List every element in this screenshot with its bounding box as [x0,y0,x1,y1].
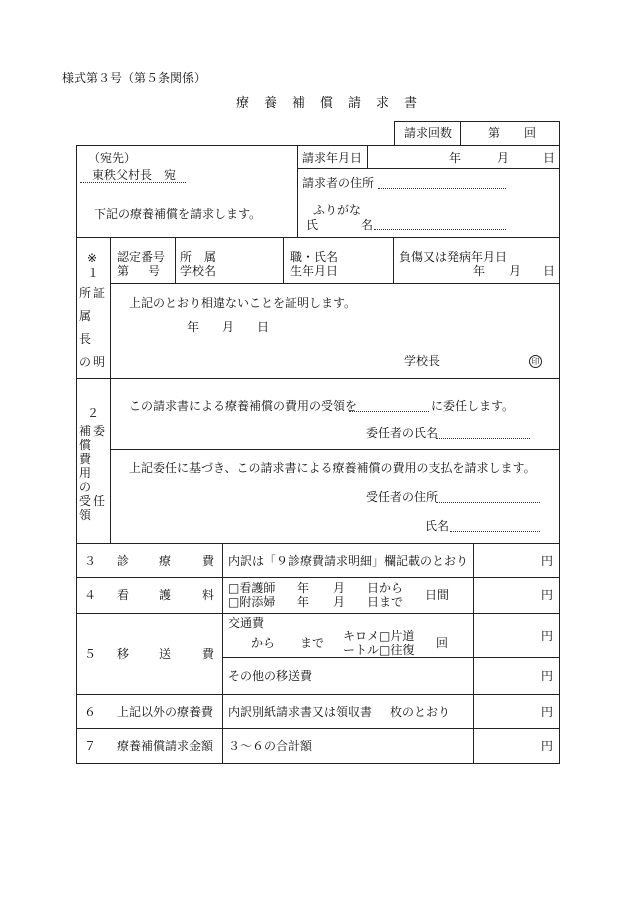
row-divider [76,145,560,146]
round-trip-checkbox[interactable]: □往復 [379,643,415,657]
col-divider [175,237,176,283]
other-transport-label: その他の移送費 [228,669,313,683]
transport-yen: 円 [541,629,554,643]
cert-year[interactable]: 年 [187,320,200,334]
section1-number: １ [87,266,100,280]
row5-label-char: 費 [202,647,215,661]
col-divider [473,543,474,763]
row6-yen: 円 [541,705,554,719]
row4-label-char: 看 [117,588,130,602]
claim-date-year[interactable]: 年 [449,151,462,165]
row4-number: ４ [84,588,97,602]
school-name-label: 学校名 [180,264,217,278]
cert-number-label: 認定番号 [117,250,166,264]
row-divider [76,694,560,695]
department-label: 所 属 [180,250,217,264]
furigana-label: ふりがな [313,203,362,217]
delegatee-name-field[interactable] [450,531,540,532]
delegatee-name-label: 氏名 [425,519,450,533]
km-label-2: ートル [343,643,380,657]
dotted-line [80,182,186,183]
row-divider [76,543,560,544]
birthdate-label: 生年月日 [290,264,339,278]
col-divider [283,237,284,283]
section2-side-char: 用 [79,466,92,480]
row3-detail: 内訳は「９診療費請求明細」欄記載のとおり [228,554,469,568]
row4-from-month: 月 [333,581,346,595]
row7-label: 療養補償請求金額 [117,739,214,753]
col-divider [297,145,298,237]
one-way-checkbox[interactable]: □片道 [379,629,415,643]
row3-label-char: 費 [202,554,215,568]
row4-from-day: 日から [367,581,404,595]
certify-text: 上記のとおり相違ないことを証明します。 [129,296,357,310]
position-name-label: 職・氏名 [290,250,339,264]
addressee-heading: （宛先） [88,151,137,165]
row6-label: 上記以外の療養費 [117,705,214,719]
cert-number-suffix: 号 [148,264,161,278]
row-divider [76,237,560,238]
delegation-recipient-field[interactable] [349,411,429,412]
other-transport-yen: 円 [541,669,554,683]
claimant-address-field[interactable] [378,188,506,189]
row6-number: ６ [84,705,97,719]
claim-date-month[interactable]: 月 [497,151,510,165]
section1-side-char: 所 [79,286,92,300]
name-label-2: 名 [361,218,374,232]
claimant-name-field[interactable] [374,229,506,230]
transport-until: まで [300,636,325,650]
row4-yen: 円 [541,588,554,602]
row7-detail: ３～６の合計額 [228,739,313,753]
col-divider [367,145,368,168]
row4-label-char: 護 [159,588,172,602]
row3-label-char: 療 [159,554,172,568]
row4-from-year: 年 [297,581,310,595]
border [394,121,395,145]
claim-date-label: 請求年月日 [302,151,363,165]
row-divider [76,378,560,379]
section2-number: ２ [87,406,100,420]
claim-date-day[interactable]: 日 [543,151,556,165]
cert-number-prefix: 第 [117,264,130,278]
row-divider [297,168,560,169]
section1-side-char: の [79,355,92,369]
delegation-text-a: この請求書による療養補償の費用の受領を [129,399,358,413]
title-char: 請 [348,96,362,111]
row4-days: 日間 [425,588,450,602]
table-border-right [559,121,560,764]
border [460,121,461,145]
injury-month[interactable]: 月 [509,264,522,278]
claim-count-label: 請求回数 [404,126,453,140]
injury-date-label: 負傷又は発病年月日 [399,250,508,264]
row-divider [110,449,560,450]
row7-number: ７ [84,739,97,753]
delegation-text-b: に委任します。 [431,399,515,413]
form-number: 様式第３号（第５条関係） [62,71,207,85]
row5-label-char: 移 [117,647,130,661]
transport-label: 交通費 [228,616,265,630]
km-label-1: キロメ [343,629,380,643]
section2-side-char: 補 [79,424,92,438]
nurse-checkbox[interactable]: □看護師 [228,581,276,595]
border [394,121,560,122]
row3-yen: 円 [541,554,554,568]
attendant-checkbox[interactable]: □附添婦 [228,595,276,609]
delegatee-address-label: 受任者の住所 [366,490,439,504]
title-char: 養 [264,96,278,111]
row4-to-month: 月 [333,595,346,609]
row3-number: ３ [84,554,97,568]
row3-label-char: 診 [117,554,130,568]
payment-request-text: 上記委任に基づき、この請求書による療養補償の費用の支払を請求します。 [129,461,536,475]
section2-side-char: 任 [93,494,106,508]
section1-side-char: 明 [93,355,106,369]
section2-side-char: 償 [79,438,92,452]
section1-mark: ※ [87,251,98,265]
row-divider [76,613,560,614]
row6-detail-a: 内訳別紙請求書又は領収書 [228,705,373,719]
row-divider [110,283,560,284]
row7-yen: 円 [541,739,554,753]
row5-label-char: 送 [159,647,172,661]
delegatee-address-field[interactable] [436,502,540,503]
claimant-address-label: 請求者の住所 [302,176,375,190]
delegator-name-field[interactable] [436,438,530,439]
row4-label-char: 料 [202,588,215,602]
row-divider [222,657,560,658]
cert-day[interactable]: 日 [257,320,270,334]
col-divider [393,237,394,283]
title-char: 書 [404,96,418,111]
claim-statement: 下記の療養補償を請求します。 [94,207,262,221]
delegator-name-label: 委任者の氏名 [366,426,439,440]
section2-side-char: の [79,480,92,494]
claim-count-value[interactable]: 第 回 [488,126,537,140]
transport-times: 回 [436,636,449,650]
row6-detail-b: 枚のとおり [390,705,451,719]
addressee-name: 東秩父村長 宛 [92,168,177,182]
row-divider [76,763,560,764]
section2-side-char: 費 [79,452,92,466]
name-label-1: 氏 [306,218,319,232]
section2-side-char: 受 [79,494,92,508]
section2-side-char: 領 [79,508,92,522]
row-divider [76,728,560,729]
seal-icon: 印 [529,355,542,368]
title-char: 求 [376,96,390,111]
injury-day[interactable]: 日 [543,264,556,278]
title-char: 療 [236,96,250,111]
section1-side-char: 属 [79,309,92,323]
row4-to-year: 年 [297,595,310,609]
col-divider [110,237,111,543]
cert-month[interactable]: 月 [222,320,235,334]
row-divider [76,577,560,578]
section1-side-char: 長 [79,332,92,346]
transport-from: から [251,636,276,650]
section2-side-char: 委 [93,424,106,438]
col-divider [222,543,223,763]
title-char: 償 [320,96,334,111]
row4-to-day: 日まで [367,595,404,609]
row5-number: ５ [84,647,97,661]
injury-year[interactable]: 年 [473,264,486,278]
principal-label: 学校長 [404,354,441,368]
section1-side-char: 証 [93,286,106,300]
title-char: 補 [292,96,306,111]
